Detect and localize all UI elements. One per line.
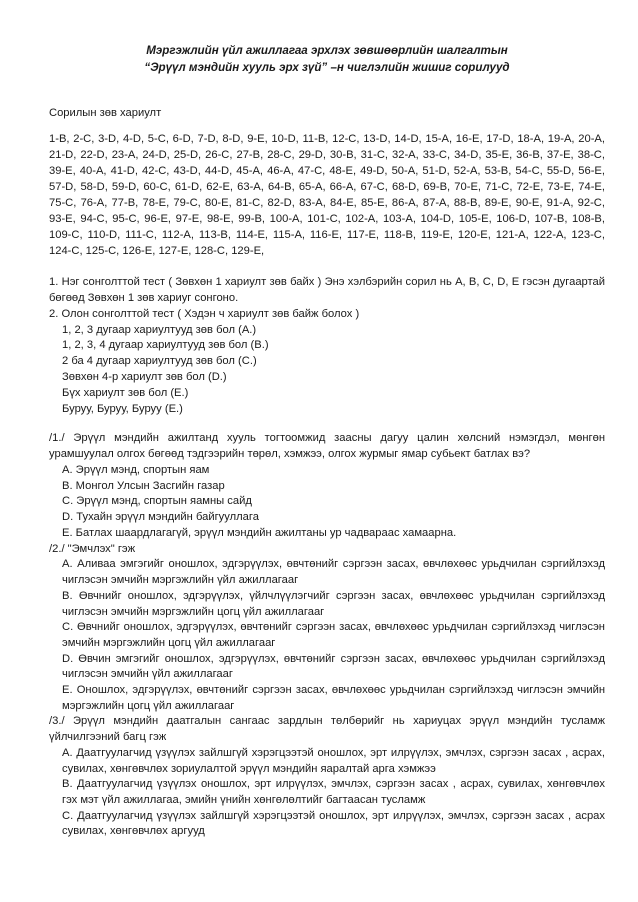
question-number: /3./ bbox=[49, 715, 65, 728]
answer-option: C. Өвчнийг оношлох, эдгэрүүлэх, өвчтөнийг сэргээн засах, өвчлөхөөс урьдчилан сэргийлэхэд чиглэсэн эмчийн мэргэжлийн цогц үйл ажиллагааг bbox=[62, 621, 605, 649]
answer-option: B. Өвчнийг оношлох, эдгэрүүлэх, үйлчлүүлэгчийг сэргээн засах, өвчлөхөөс урьдчилан сэргийлэхэд чиглэсэн эмчийн мэргэжлийн цогц үйл ажиллагааг bbox=[62, 589, 605, 618]
document-title bbox=[49, 42, 605, 76]
answer-option: A. Даатгуулагчид үзүүлэх зайлшгүй хэрэгцээтэй оношлох, эрт илрүүлэх, эмчлэх, сэргээн засах , асрах, сувилах, хөнгөвчлөх зориулалтой эрүүл мэндийн яаралтай арга хэмжээ bbox=[62, 746, 605, 775]
instruction-option: 1, 2, 3 дугаар хариултууд зөв бол (A.) bbox=[62, 323, 257, 336]
question-2 bbox=[49, 542, 605, 558]
answer-option: C. Даатгуулагчид үзүүлэх зайлшгүй хэрэгцээтэй оношлох, эрт илрүүлэх, эмчлэх, сэргээн засах , асрах сувилах, хөнгөвчлөх аргууд bbox=[62, 809, 605, 838]
answer-option: E. Оношлох, эдгэрүүлэх, өвчтөнийг сэргээн засах, өвчлөхөөс урьдчилан сэргийлэхэд чиглэсэн эмчийн мэргэжлийн цогц үйл ажиллагааг bbox=[62, 684, 605, 712]
document-page bbox=[49, 42, 605, 840]
instruction-item-1: 1. Нэг сонголттой тест ( Зөвхөн 1 хариулт зөв байх ) Энэ хэлбэрийн сорил нь A, B, C, D, E гэсэн дугаартай бөгөөд Зөвхөн 1 зөв хариуг сонгоно. bbox=[49, 276, 605, 305]
instruction-item-2: 2. Олон сонголттой тест ( Хэдэн ч хариулт зөв байж болох ) bbox=[49, 307, 360, 320]
answer-option: B. Монгол Улсын Засгийн газар bbox=[62, 479, 225, 492]
question-1 bbox=[49, 431, 605, 462]
title-line-1: Мэргэжлийн үйл ажиллагаа эрхлэх зөвшөөрлийн шалгалтын bbox=[146, 44, 508, 57]
answer-option: E. Батлах шаардлагагүй, эрүүл мэндийн ажилтаны ур чадвараас хамаарна. bbox=[62, 526, 457, 539]
answer-option: C. Эрүүл мэнд, спортын яамны сайд bbox=[62, 495, 252, 508]
title-line-2: “Эрүүл мэндийн хууль эрх зүй” –н чиглэлийн жишиг сорилууд bbox=[144, 61, 510, 74]
question-text: Эрүүл мэндийн даатгалын сангаас зардлын төлбөрийг нь хариуцах эрүүл мэндийн тусламж үйлчилгээний багц гэж bbox=[49, 715, 605, 744]
answer-option: D. Тухайн эрүүл мэндийн байгууллага bbox=[62, 511, 259, 524]
question-text: Эрүүл мэндийн ажилтанд хууль тогтоомжид заасны дагуу цалин хөлсний нэмэгдэл, мөнгөн урамшуулал олгох бөгөөд тэдгээрийн төрөл, хэмжээ, олгох журмыг ямар субьект батлах вэ? bbox=[49, 432, 605, 461]
question-number: /1./ bbox=[49, 432, 65, 445]
answer-option: D. Өвчин эмгэгийг оношлох, эдгэрүүлэх, өвчтөнийг сэргээн засах, өвчлөхөөс урьдчилан сэргийлэхэд чиглэсэн эмчийн үйл ажиллагааг bbox=[62, 652, 605, 681]
instruction-option: Зөвхөн 4-р хариулт зөв бол (D.) bbox=[62, 370, 227, 383]
instruction-option: Бүх хариулт зөв бол (E.) bbox=[62, 386, 189, 399]
instruction-option: Буруу, Буруу, Буруу (E.) bbox=[62, 402, 183, 415]
answer-option: A. Аливаа эмгэгийг оношлох, эдгэрүүлэх, өвчтөнийг сэргээн засах, өвчлөхөөс урьдчилан сэргийлэхэд чиглэсэн эмчийн мэргэжлийн үйл ажиллагааг bbox=[62, 558, 605, 587]
instruction-option: 1, 2, 3, 4 дугаар хариултууд зөв бол (B.) bbox=[62, 339, 269, 352]
question-number: /2./ bbox=[49, 542, 65, 555]
instruction-option: 2 ба 4 дугаар хариултууд зөв бол (C.) bbox=[62, 355, 257, 368]
answers-key: 1-В, 2-С, 3-D, 4-D, 5-С, 6-D, 7-D, 8-D, 9-Е, 10-D, 11-В, 12-С, 13-D, 14-D, 15-А, 16-Е, 17-D, 18-А, 19-А, 20-А, 21-D, 22-D, 23-А, 24-D, 25-D, 26-С, 27-В, 28-С, 29-D, 30-В, 31-С, 32-А, 33-С, 34-D, 35-Е, 36-В, 37-Е, 38-С, 39-Е, 40-А, 41-D, 42-С, 43-D, 44-D, 45-А, 46-А, 47-С, 48-Е, 49-D, 50-А, 51-D, 52-А, 53-В, 54-С, 55-D, 56-Е, 57-D, 58-D, 59-D, 60-С, 61-D, 62-Е, 63-А, 64-В, 65-А, 66-А, 67-С, 68-D, 69-В, 70-Е, 71-С, 72-Е, 73-Е, 74-Е, 75-С, 76-А, 77-В, 78-Е, 79-С, 80-Е, 81-С, 82-D, 83-А, 84-Е, 85-Е, 86-А, 87-А, 88-В, 89-Е, 90-Е, 91-А, 92-С, 93-Е, 94-С, 95-С, 96-Е, 97-Е, 98-Е, 99-В, 100-А, 101-С, 102-А, 103-А, 104-D, 105-Е, 106-D, 107-В, 108-В, 109-С, 110-D, 111-С, 112-А, 113-В, 114-Е, 115-А, 116-Е, 117-Е, 118-В, 119-Е, 120-Е, 121-А, 122-А, 123-С, 124-С, 125-С, 126-Е, 127-Е, 128-С, 129-Е, bbox=[49, 132, 605, 258]
answer-option: B. Даатгуулагчид үзүүлэх оношлох, эрт илрүүлэх, эмчлэх, сэргээн засах , асрах, сувилах, хөнгөвчлөх гэх мэт үйл ажиллагаа, эмийн үнийн хөнгөлөлтийг багтаасан тусламж bbox=[62, 778, 605, 806]
answers-heading: Сорилын зөв хариулт bbox=[49, 107, 162, 119]
question-3 bbox=[49, 714, 605, 745]
answer-option: A. Эрүүл мэнд, спортын яам bbox=[62, 463, 210, 476]
question-text: "Эмчлэх" гэж bbox=[67, 542, 136, 555]
